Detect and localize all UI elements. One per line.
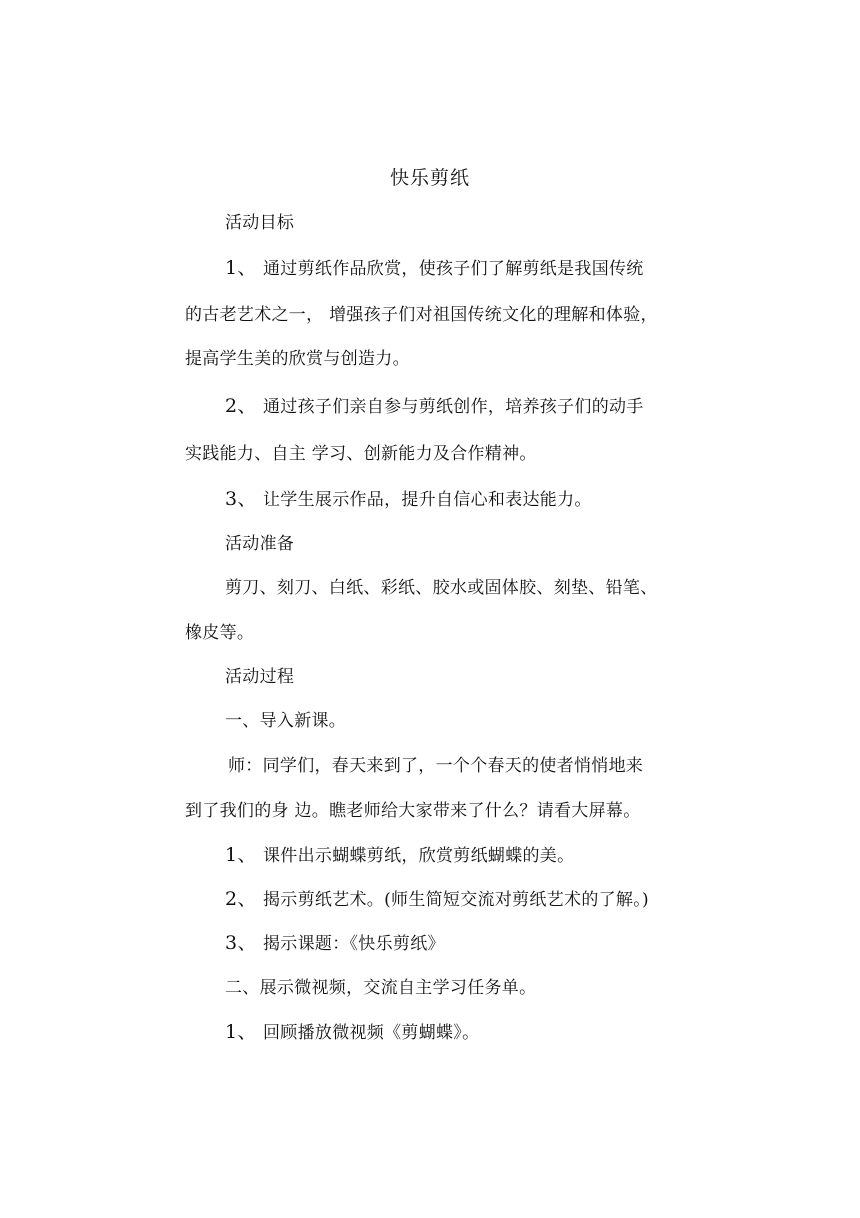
goal-2-line-2: 实践能力、自主 学习、创新能力及合作精神。 xyxy=(185,444,537,464)
step-1-item-1: 课件出示蝴蝶剪纸，欣赏剪纸蝴蝶的美。 xyxy=(263,846,575,866)
step-1-item-3-number: 3、 xyxy=(225,932,257,954)
step-1-item-2-number: 2、 xyxy=(225,888,257,910)
goal-1-line-1: 通过剪纸作品欣赏，使孩子们了解剪纸是我国传统 xyxy=(263,259,644,279)
step-1-item-1-number: 1、 xyxy=(225,844,257,866)
goal-1-number: 1、 xyxy=(225,257,257,279)
goal-2-number: 2、 xyxy=(225,395,257,417)
goal-1-line-3: 提高学生美的欣赏与创造力。 xyxy=(185,349,410,369)
section-heading-goals: 活动目标 xyxy=(225,213,295,233)
teacher-line-2: 到了我们的身 边。瞧老师给大家带来了什么？请看大屏幕。 xyxy=(185,801,641,821)
step-2-item-1-number: 1、 xyxy=(225,1021,257,1043)
step-1-heading: 一、导入新课。 xyxy=(225,711,347,731)
prep-line-1: 剪刀、刻刀、白纸、彩纸、胶水或固体胶、刻垫、铅笔、 xyxy=(225,578,658,598)
step-2-item-1: 回顾播放微视频《剪蝴蝶》。 xyxy=(263,1023,480,1043)
step-2-heading: 二、展示微视频，交流自主学习任务单。 xyxy=(225,978,537,998)
section-heading-process: 活动过程 xyxy=(225,667,295,687)
goal-3-line-1: 让学生展示作品，提升自信心和表达能力。 xyxy=(263,490,592,510)
prep-line-2: 橡皮等。 xyxy=(185,623,255,643)
step-1-item-3: 揭示课题：《快乐剪纸》 xyxy=(263,934,445,954)
step-1-item-2: 揭示剪纸艺术。(师生简短交流对剪纸艺术的了解。) xyxy=(263,890,649,910)
goal-2-line-1: 通过孩子们亲自参与剪纸创作，培养孩子们的动手 xyxy=(263,397,644,417)
section-heading-prep: 活动准备 xyxy=(225,534,295,554)
goal-3-number: 3、 xyxy=(225,488,257,510)
teacher-line-1: 师：同学们，春天来到了，一个个春天的使者悄悄地来 xyxy=(228,756,644,776)
document-title: 快乐剪纸 xyxy=(390,167,471,189)
goal-1-line-2: 的古老艺术之一， 增强孩子们对祖国传统文化的理解和体验， xyxy=(185,305,658,325)
